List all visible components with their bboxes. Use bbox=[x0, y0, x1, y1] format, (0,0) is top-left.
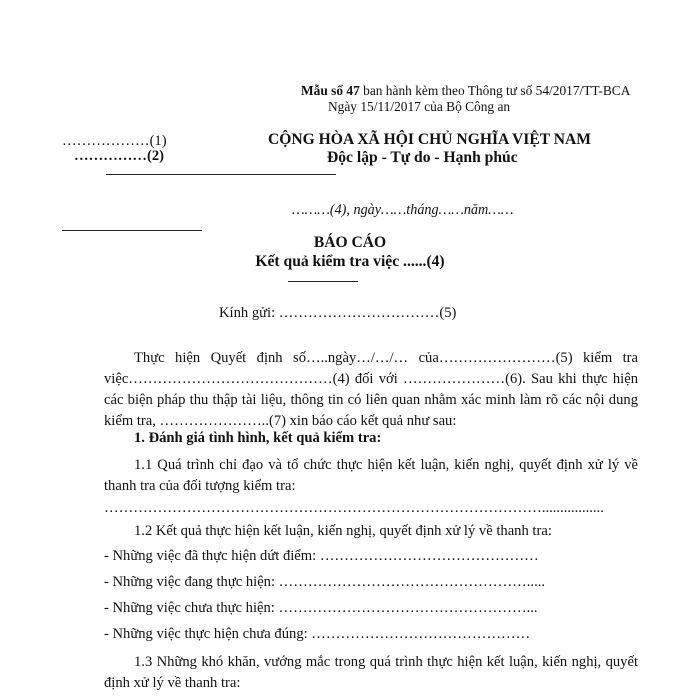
title-underline bbox=[288, 281, 358, 282]
form-number: Mẫu số 47 bbox=[301, 83, 360, 98]
recipient-line: Kính gửi: ……………………………(5) bbox=[219, 305, 457, 321]
item-in-progress: - Những việc đang thực hiện: ……………………………………………..... bbox=[104, 574, 546, 590]
report-subtitle: Kết quả kiểm tra việc ......(4) bbox=[255, 253, 445, 270]
header-divider bbox=[106, 174, 336, 175]
item-completed: - Những việc đã thực hiện dứt điểm: ……………………………………… bbox=[104, 548, 539, 564]
form-date: Ngày 15/11/2017 của Bộ Công an bbox=[328, 99, 511, 114]
paragraph-1-2: 1.2 Kết quả thực hiện kết luận, kiến nghị, quyết định xử lý về thanh tra: bbox=[134, 523, 552, 539]
country-name: CỘNG HÒA XÃ HỘI CHỦ NGHĨA VIỆT NAM bbox=[268, 131, 592, 148]
section-1-heading: 1. Đánh giá tình hình, kết quả kiểm tra: bbox=[134, 430, 382, 446]
paragraph-1-3: 1.3 Những khó khăn, vướng mắc trong quá trình thực hiện kết luận, kiến nghị, quyết định xử lý về thanh tra: bbox=[104, 654, 638, 691]
national-motto: Độc lập - Tự do - Hạnh phúc bbox=[327, 149, 518, 166]
form-description: ban hành kèm theo Thông tư số 54/2017/TT-BCA bbox=[359, 83, 631, 98]
item-not-done: - Những việc chưa thực hiện: ……………………………………………... bbox=[104, 600, 538, 616]
place-date-line: ………(4), ngày……tháng……năm…… bbox=[292, 202, 514, 218]
agency-line-1: ………………(1) bbox=[62, 133, 167, 149]
report-title: BÁO CÁO bbox=[313, 234, 387, 251]
left-underline bbox=[62, 230, 202, 231]
paragraph-1-1: 1.1 Quá trình chỉ đạo và tổ chức thực hiện kết luận, kiến nghị, quyết định xử lý về thanh tra của đối tượng kiểm tra: bbox=[104, 457, 638, 494]
paragraph-1-1-dots: ………………………………………………………………………………................. bbox=[104, 500, 604, 516]
form-note bbox=[301, 83, 630, 99]
agency-line-2: ……………(2) bbox=[74, 148, 164, 164]
item-incorrect: - Những việc thực hiện chưa đúng: ……………………………………… bbox=[104, 626, 531, 642]
intro-paragraph: Thực hiện Quyết định số…..ngày…/…/… của……………………(5) kiểm tra việc……………………………………(4) đối với …………………(6). Sau khi thực hiện các biện pháp thu thập tài liệu, thông tin có liên quan nhằm xác minh làm rõ các nội dung kiểm tra, …………………..(7) xin báo cáo kết quả như sau: bbox=[104, 350, 638, 429]
